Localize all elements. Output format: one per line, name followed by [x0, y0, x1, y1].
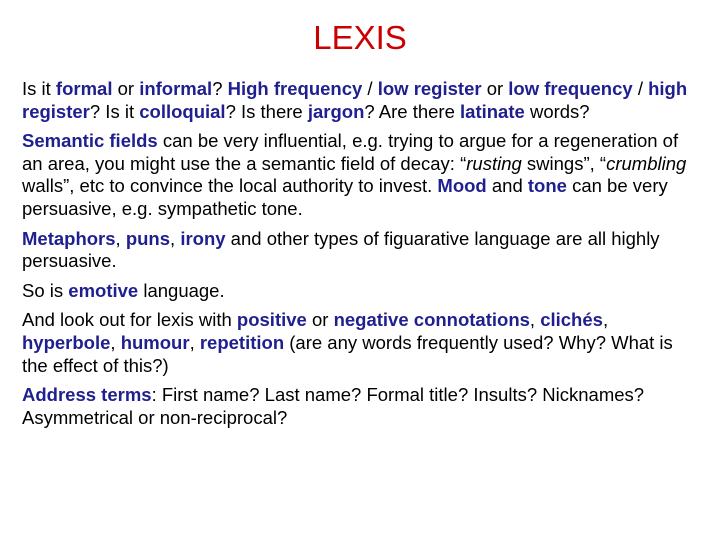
text-span: : First name? Last name? Formal title? Insults? Nicknames? Asymmetrical or non-reciprocal? — [22, 384, 645, 428]
keyword-mood: Mood — [437, 175, 487, 197]
text-span: So is — [22, 279, 69, 301]
paragraph-semantic-fields — [22, 130, 698, 220]
paragraph-emotive — [22, 280, 698, 303]
keyword-low-register: low register — [377, 78, 482, 99]
keyword-puns: puns — [125, 227, 171, 249]
text-span: ? Is there — [225, 100, 308, 122]
text-span: can be very persuasive, e.g. sympathetic tone. — [22, 175, 668, 219]
keyword-jargon: jargon — [307, 100, 365, 122]
slide-title: LEXIS — [313, 19, 407, 56]
keyword-hyperbole: hyperbole — [22, 331, 111, 353]
slide-body — [22, 78, 698, 436]
keyword-latinate: latinate — [460, 100, 525, 122]
keyword-positive: positive — [236, 309, 307, 331]
text-span: (are any words frequently used? Why? What is the effect of this?) — [22, 331, 673, 376]
text-span: language. — [138, 279, 225, 301]
keyword-high-register: high register — [22, 78, 688, 122]
text-span: Is it — [22, 78, 56, 99]
text-span: walls”, etc to convince the local authority to invest. — [22, 175, 438, 197]
keyword-address-terms: Address terms — [22, 384, 152, 406]
keyword-cliches: clichés — [540, 309, 603, 331]
text-span: ? Are there — [364, 100, 461, 122]
text-span: or — [481, 78, 509, 99]
keyword-humour: humour — [120, 331, 190, 353]
paragraph-register — [22, 78, 698, 123]
keyword-low-frequency: low frequency — [508, 78, 633, 99]
paragraph-address-terms — [22, 384, 698, 429]
keyword-emotive: emotive — [68, 279, 139, 301]
text-span: and other types of figuarative language are all highly persuasive. — [22, 227, 660, 272]
paragraph-figurative — [22, 228, 698, 273]
text-span: ? Is it — [89, 100, 140, 122]
text-span: , — [602, 309, 609, 331]
text-span: / — [632, 78, 649, 99]
keyword-tone: tone — [527, 175, 567, 197]
keyword-semantic-fields: Semantic fields — [22, 130, 158, 152]
keyword-formal: formal — [55, 78, 113, 99]
italic-crumbling: crumbling — [606, 152, 687, 174]
keyword-metaphors: Metaphors — [22, 227, 116, 249]
text-span: or — [112, 78, 140, 99]
text-span: , — [189, 331, 200, 353]
text-span: , — [529, 309, 541, 331]
text-span: words? — [524, 100, 590, 122]
text-span: swings”, “ — [521, 152, 607, 174]
keyword-high-frequency: High frequency — [227, 78, 363, 99]
text-span: / — [362, 78, 378, 99]
text-span: ? — [212, 78, 228, 99]
keyword-colloquial: colloquial — [139, 100, 226, 122]
paragraph-connotations — [22, 309, 698, 377]
keyword-informal: informal — [139, 78, 213, 99]
text-span: , — [115, 227, 126, 249]
keyword-negative-connotations: negative connotations — [333, 309, 530, 331]
text-span: , — [170, 227, 181, 249]
keyword-irony: irony — [180, 227, 226, 249]
text-span: And look out for lexis with — [22, 309, 237, 331]
keyword-repetition: repetition — [199, 331, 285, 353]
text-span: or — [306, 309, 334, 331]
text-span: can be very influential, e.g. trying to argue for a regeneration of an area, you might use the a semantic field of decay: “ — [22, 130, 679, 174]
text-span: , — [110, 331, 121, 353]
italic-rusting: rusting — [466, 152, 522, 174]
text-span: and — [486, 175, 528, 197]
